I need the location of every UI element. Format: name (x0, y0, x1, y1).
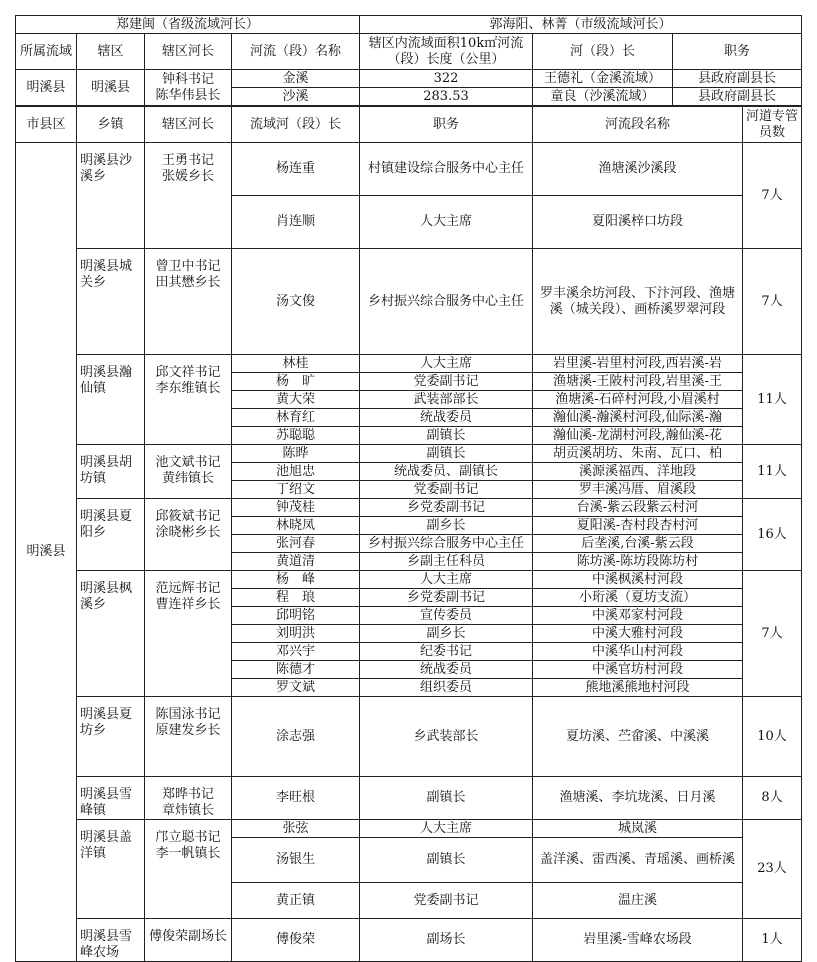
segment-chief-title: 人大主席 (360, 571, 533, 589)
segment-chief: 杨连重 (232, 143, 360, 196)
segment-chief: 丁绍文 (232, 481, 360, 499)
col-header-segment-name: 河流段名称 (533, 107, 743, 143)
col-header-county: 市县区 (16, 107, 77, 143)
segment-name: 夏阳溪梓口坊段 (533, 196, 743, 249)
segment-chief: 陈德才 (232, 661, 360, 679)
segment-chief: 程 琅 (232, 589, 360, 607)
town-chiefs: 郑晔书记 章炜镇长 (145, 777, 232, 820)
segment-chief-title: 统战委员 (360, 661, 533, 679)
segment-name: 渔塘溪-石碎村河段,小眉溪村 (533, 391, 743, 409)
segment-chief-title: 乡党委副书记 (360, 589, 533, 607)
staff-count: 23人 (743, 820, 802, 919)
town-name: 明溪县雪峰农场 (77, 919, 145, 962)
town-chiefs: 邝立聪书记 李一帆镇长 (145, 820, 232, 919)
segment-chief-title: 副镇长 (360, 777, 533, 820)
staff-count: 10人 (743, 697, 802, 777)
town-name: 明溪县胡坊镇 (77, 445, 145, 499)
segment-chief-title: 人大主席 (360, 820, 533, 838)
staff-count: 7人 (743, 143, 802, 249)
segment-chief: 张弦 (232, 820, 360, 838)
county-basin: 明溪县 (16, 70, 77, 106)
town-chiefs: 池文斌书记 黄纬镇长 (145, 445, 232, 499)
town-name: 明溪县枫溪乡 (77, 571, 145, 697)
segment-chief-title: 副乡长 (360, 625, 533, 643)
segment-name: 陈坊溪-陈坊段陈坊村 (533, 553, 743, 571)
town-name: 明溪县沙溪乡 (77, 143, 145, 249)
staff-count: 7人 (743, 249, 802, 355)
table-row (16, 499, 802, 517)
segment-chief: 黄大荣 (232, 391, 360, 409)
town-chiefs: 范远辉书记 曹连祥乡长 (145, 571, 232, 697)
table-row (16, 445, 802, 463)
segment-chief: 钟茂桂 (232, 499, 360, 517)
segment-chief: 刘明洪 (232, 625, 360, 643)
town-chiefs: 王勇书记 张媛乡长 (145, 143, 232, 249)
segment-chief-title: 宣传委员 (360, 607, 533, 625)
segment-name: 中溪大雅村河段 (533, 625, 743, 643)
col-header-town: 乡镇 (77, 107, 145, 143)
segment-name: 瀚仙溪-龙湖村河段,瀚仙溪-花 (533, 427, 743, 445)
segment-chief-title: 武装部部长 (360, 391, 533, 409)
segment-chief-title: 副镇长 (360, 427, 533, 445)
segment-name: 中溪邓家村河段 (533, 607, 743, 625)
segment-name: 后垄溪,台溪-紫云段 (533, 535, 743, 553)
segment-chief: 杨 旷 (232, 373, 360, 391)
segment-chief: 张河春 (232, 535, 360, 553)
segment-name: 夏阳溪-杏村段杏村河 (533, 517, 743, 535)
segment-chief-title: 副场长 (360, 919, 533, 962)
segment-chief-title: 纪委书记 (360, 643, 533, 661)
segment-name: 盖洋溪、雷西溪、青瑶溪、画桥溪 (533, 838, 743, 883)
segment-name: 中溪枫溪村河段 (533, 571, 743, 589)
segment-name: 瀚仙溪-瀚溪村河段,仙际溪-瀚 (533, 409, 743, 427)
city-chief: 郭海阳、林菁（市级流域河长） (360, 16, 802, 34)
segment-chief-title: 副镇长 (360, 838, 533, 883)
segment-name: 渔塘溪沙溪段 (533, 143, 743, 196)
staff-count: 8人 (743, 777, 802, 820)
table-row (16, 249, 802, 355)
segment-chief: 罗文斌 (232, 679, 360, 697)
town-river-chief-table (15, 106, 802, 962)
col-header-title: 职务 (673, 34, 802, 70)
segment-chief-title: 人大主席 (360, 355, 533, 373)
segment-chief-title: 乡村振兴综合服务中心主任 (360, 535, 533, 553)
provincial-chief: 郑建闽（省级流域河长） (16, 16, 360, 34)
segment-chief-title: 副镇长 (360, 445, 533, 463)
segment-chief: 涂志强 (232, 697, 360, 777)
staff-count: 7人 (743, 571, 802, 697)
segment-chief-title: 乡村振兴综合服务中心主任 (360, 249, 533, 355)
river-name: 金溪 (232, 70, 360, 88)
segment-chief: 汤银生 (232, 838, 360, 883)
segment-name: 溪源溪福西、洋地段 (533, 463, 743, 481)
staff-count: 16人 (743, 499, 802, 571)
segment-name: 台溪-紫云段紫云村河 (533, 499, 743, 517)
table-row (16, 820, 802, 838)
segment-name: 岩里溪-雪峰农场段 (533, 919, 743, 962)
river-length: 322 (360, 70, 533, 88)
segment-chief-title: 党委副书记 (360, 883, 533, 919)
river-chief: 王德礼（金溪流域） (533, 70, 673, 88)
town-name: 明溪县夏阳乡 (77, 499, 145, 571)
segment-name: 温庄溪 (533, 883, 743, 919)
segment-chief: 傅俊荣 (232, 919, 360, 962)
segment-name: 罗丰溪余坊河段、下汴河段、渔塘溪（城关段）、画桥溪罗翠河段 (533, 249, 743, 355)
segment-chief: 杨 峰 (232, 571, 360, 589)
segment-chief-title: 党委副书记 (360, 481, 533, 499)
table-row (16, 777, 802, 820)
segment-chief: 林晓凤 (232, 517, 360, 535)
col-header-river-name: 河流（段）名称 (232, 34, 360, 70)
segment-chief: 林育红 (232, 409, 360, 427)
segment-chief-title: 副乡长 (360, 517, 533, 535)
col-header-segment-chief: 河（段）长 (533, 34, 673, 70)
county-district: 明溪县 (77, 70, 145, 106)
river-chief-title: 县政府副县长 (673, 70, 802, 88)
col-header-district: 辖区 (77, 34, 145, 70)
town-name: 明溪县盖洋镇 (77, 820, 145, 919)
river-length: 283.53 (360, 88, 533, 106)
county-river-chief-table (15, 15, 802, 106)
river-name: 沙溪 (232, 88, 360, 106)
river-chief-document (15, 15, 802, 962)
segment-chief: 苏聪聪 (232, 427, 360, 445)
segment-name: 中溪官坊村河段 (533, 661, 743, 679)
town-chiefs: 邱文祥书记 李东维镇长 (145, 355, 232, 445)
segment-name: 中溪华山村河段 (533, 643, 743, 661)
col-header-title: 职务 (360, 107, 533, 143)
town-name: 明溪县夏坊乡 (77, 697, 145, 777)
town-chiefs: 邱筱斌书记 涂晓彬乡长 (145, 499, 232, 571)
segment-chief: 李旺根 (232, 777, 360, 820)
segment-name: 渔塘溪-王陂村河段,岩里溪-王 (533, 373, 743, 391)
town-name: 明溪县瀚仙镇 (77, 355, 145, 445)
town-chiefs: 傅俊荣副场长 (145, 919, 232, 962)
county-chiefs: 钟科书记 陈华伟县长 (145, 70, 232, 106)
segment-chief: 林桂 (232, 355, 360, 373)
staff-count: 1人 (743, 919, 802, 962)
segment-chief: 黄正镇 (232, 883, 360, 919)
segment-chief-title: 乡武装部长 (360, 697, 533, 777)
town-chiefs: 陈国泳书记 原建发乡长 (145, 697, 232, 777)
table-row (16, 571, 802, 589)
col-header-district-chief: 辖区河长 (145, 34, 232, 70)
segment-chief: 陈晔 (232, 445, 360, 463)
segment-chief-title: 党委副书记 (360, 373, 533, 391)
segment-chief: 黄道清 (232, 553, 360, 571)
segment-chief-title: 村镇建设综合服务中心主任 (360, 143, 533, 196)
river-chief-title: 县政府副县长 (673, 88, 802, 106)
col-header-segment-chief: 流域河（段）长 (232, 107, 360, 143)
segment-name: 城岚溪 (533, 820, 743, 838)
col-header-area-length: 辖区内流域面积10k㎡河流（段）长度（公里） (360, 34, 533, 70)
table-row (16, 355, 802, 373)
segment-chief: 汤文俊 (232, 249, 360, 355)
segment-name: 罗丰溪冯厝、眉溪段 (533, 481, 743, 499)
segment-chief-title: 统战委员、副镇长 (360, 463, 533, 481)
segment-name: 岩里溪-岩里村河段,西岩溪-岩 (533, 355, 743, 373)
town-name: 明溪县雪峰镇 (77, 777, 145, 820)
table-row (16, 143, 802, 196)
segment-chief: 邓兴宇 (232, 643, 360, 661)
staff-count: 11人 (743, 355, 802, 445)
segment-chief: 池旭忠 (232, 463, 360, 481)
segment-chief-title: 统战委员 (360, 409, 533, 427)
river-chief: 童良（沙溪流域） (533, 88, 673, 106)
town-name: 明溪县城关乡 (77, 249, 145, 355)
segment-name: 夏坊溪、苎畲溪、中溪溪 (533, 697, 743, 777)
segment-chief: 邱明铭 (232, 607, 360, 625)
staff-count: 11人 (743, 445, 802, 499)
segment-chief-title: 组织委员 (360, 679, 533, 697)
col-header-town-chief: 辖区河长 (145, 107, 232, 143)
segment-name: 熊地溪熊地村河段 (533, 679, 743, 697)
segment-name: 渔塘溪、李坑垅溪、日月溪 (533, 777, 743, 820)
table-row (16, 697, 802, 777)
segment-name: 小珩溪（夏坊支流） (533, 589, 743, 607)
county-name-cell: 明溪县 (16, 143, 77, 962)
col-header-basin: 所属流域 (16, 34, 77, 70)
segment-chief-title: 乡副主任科员 (360, 553, 533, 571)
segment-name: 胡贡溪胡坊、朱南、瓦口、柏 (533, 445, 743, 463)
segment-chief-title: 人大主席 (360, 196, 533, 249)
town-chiefs: 曾卫中书记 田其懋乡长 (145, 249, 232, 355)
table-row (16, 919, 802, 962)
segment-chief-title: 乡党委副书记 (360, 499, 533, 517)
col-header-staff-count: 河道专管员数 (743, 107, 802, 143)
segment-chief: 肖连顺 (232, 196, 360, 249)
